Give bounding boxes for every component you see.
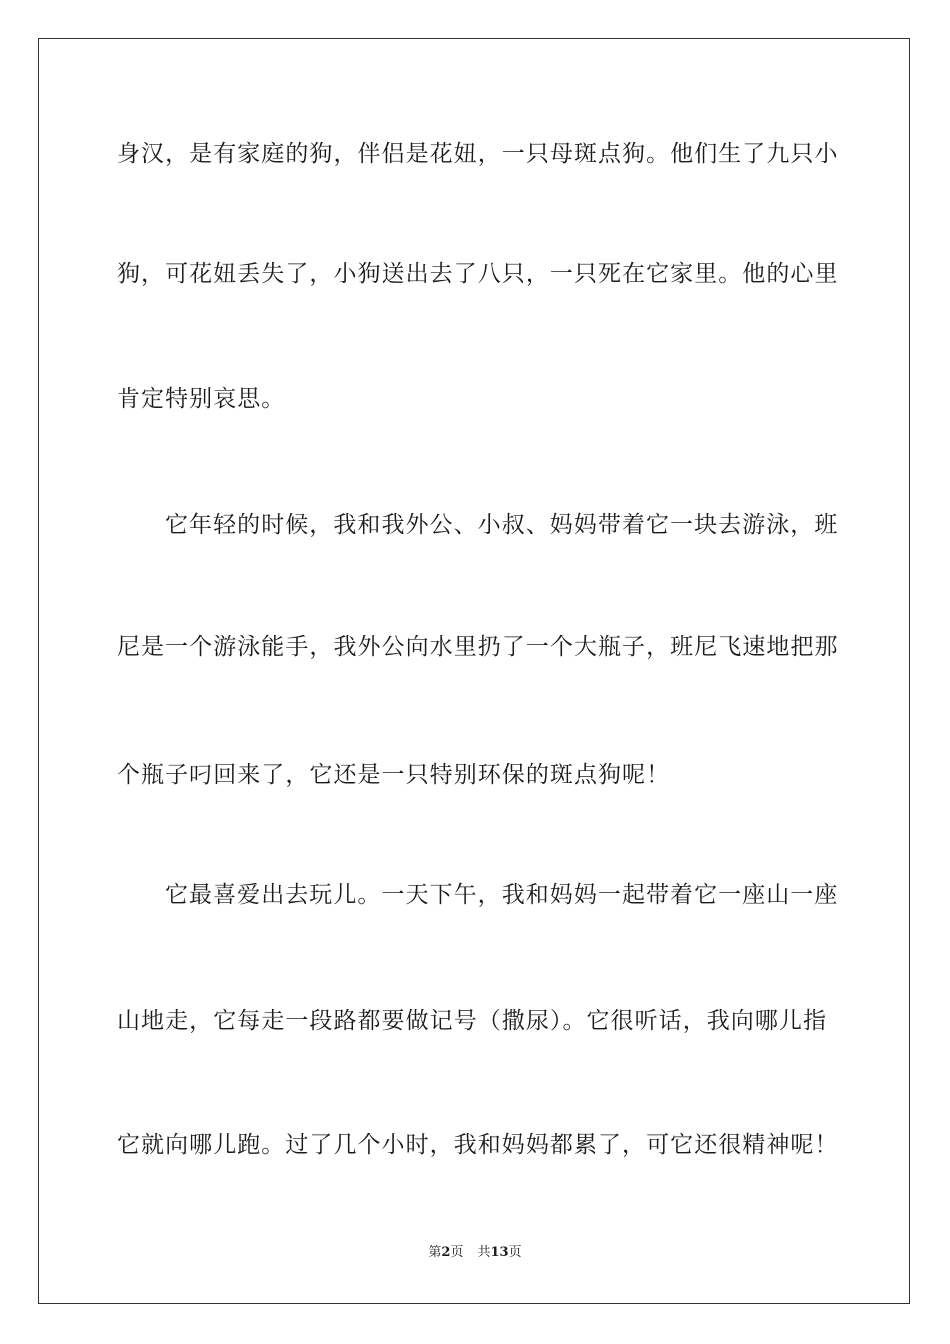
body-line-7: 它最喜爱出去玩儿。一天下午，我和妈妈一起带着它一座山一座 [165, 882, 839, 908]
total-pages: 13 [490, 1245, 509, 1260]
body-line-6: 个瓶子叼回来了，它还是一只特别环保的斑点狗呢！ [117, 762, 671, 788]
page-footer [0, 1245, 950, 1261]
body-line-4: 它年轻的时候，我和我外公、小叔、妈妈带着它一块去游泳，班 [165, 512, 839, 538]
body-line-2: 狗，可花妞丢失了，小狗送出去了八只，一只死在它家里。他的心里 [117, 261, 839, 287]
total-suffix: 页 [508, 1245, 522, 1260]
body-line-8: 山地走，它每走一段路都要做记号（撒尿）。它很听话，我向哪儿指 [117, 1008, 827, 1034]
page-prefix: 第 [428, 1245, 442, 1260]
body-line-5: 尼是一个游泳能手，我外公向水里扔了一个大瓶子，班尼飞速地把那 [117, 634, 839, 660]
body-line-9: 它就向哪儿跑。过了几个小时，我和妈妈都累了，可它还很精神呢！ [117, 1132, 839, 1158]
body-line-3: 肯定特别哀思。 [117, 386, 286, 412]
page-number: 2 [441, 1245, 451, 1260]
page-suffix: 页 [450, 1245, 464, 1260]
total-prefix: 共 [477, 1245, 491, 1260]
body-line-1: 身汉，是有家庭的狗，伴侣是花妞，一只母斑点狗。他们生了九只小 [117, 141, 839, 167]
page-border [38, 38, 910, 1304]
